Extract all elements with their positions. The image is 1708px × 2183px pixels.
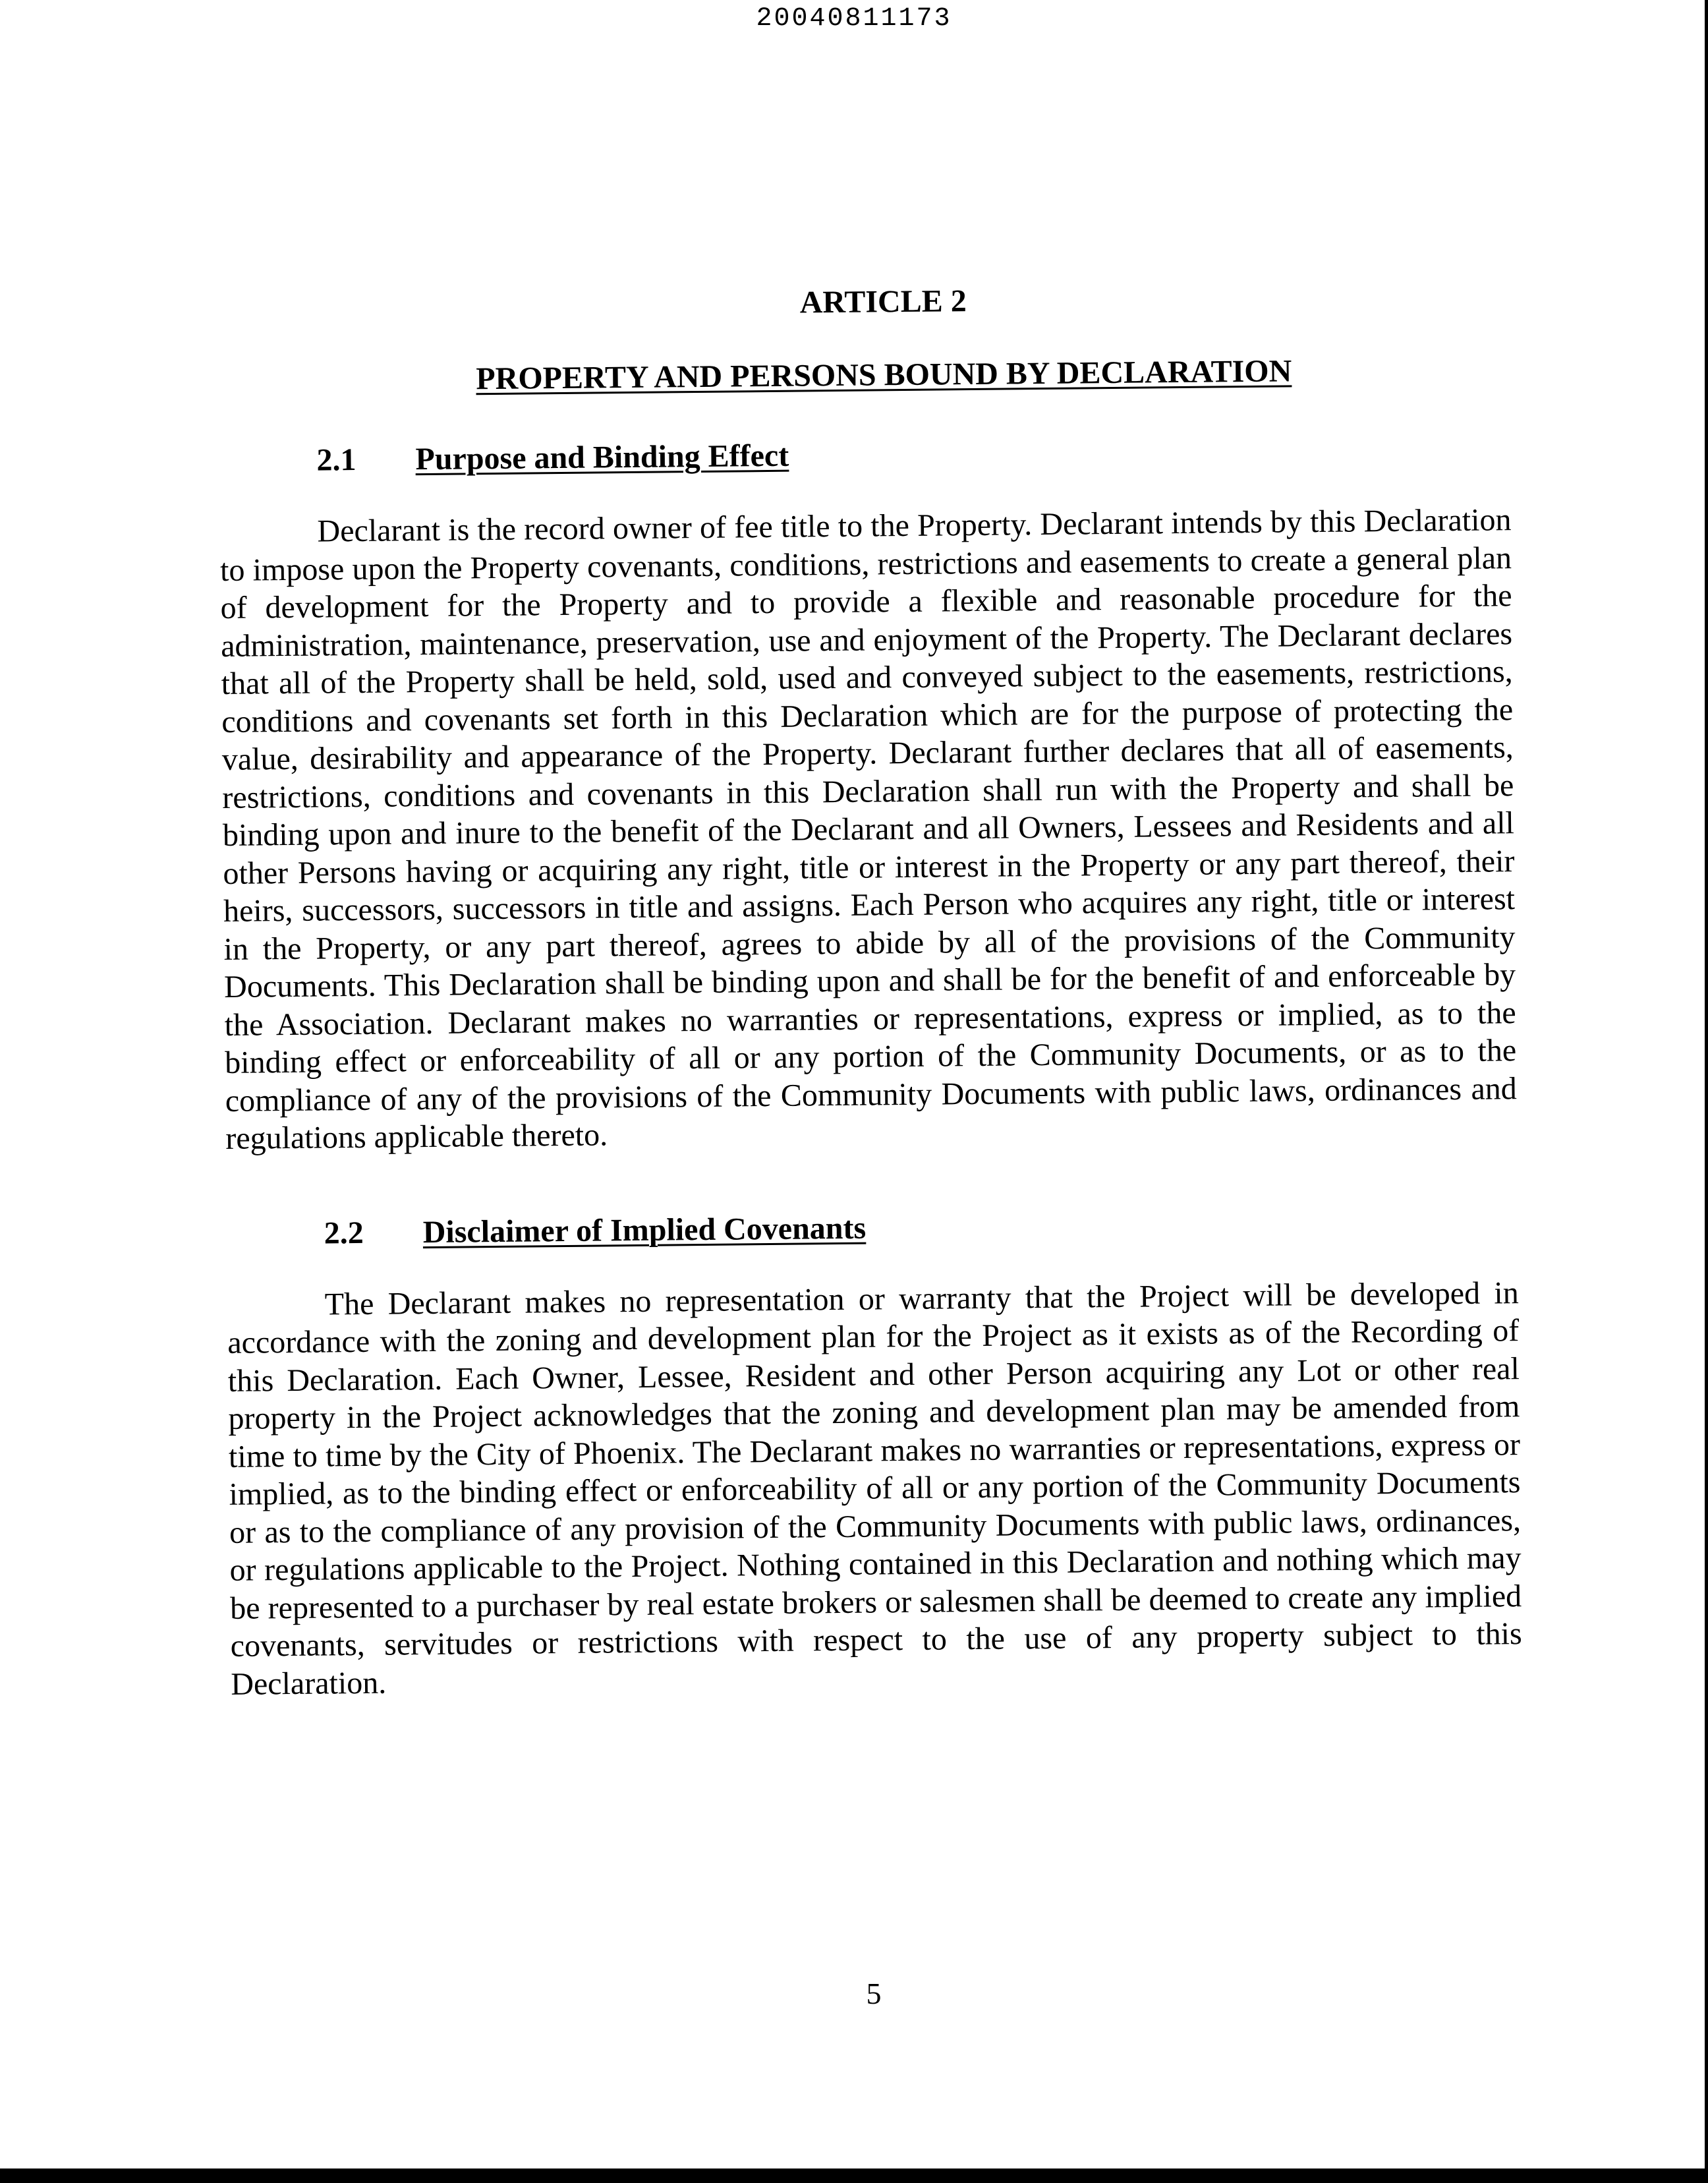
section-number: 2.2 <box>324 1215 364 1251</box>
recording-number-stamp: 20040811173 <box>756 4 952 34</box>
section-number: 2.1 <box>316 442 356 478</box>
section-body-2-2: The Declarant makes no representation or warranty that the Project will be developed in accordance with the zoning and development plan for the Project as it exists as of the Recording of this Declaration. Each Owner, Lessee, Resident and other Person acquiring any Lot or other real property in the Project acknowledges that the zoning and development plan may be amended from time to time by the City of Phoenix. The Declarant makes no warranties or representations, express or implied, as to the binding effect or enforceability of all or any portion of the Community Documents or as to the compliance of any provision of the Community Documents with public laws, ordinances, or regulations applicable to the Project. Nothing contained in this Declaration and nothing which may be represented to a purchaser by real estate brokers or salesmen shall be deemed to create any implied covenants, servitudes or restrictions with respect to the use of any property subject to this Declaration. <box>227 1275 1522 1702</box>
section-title: Purpose and Binding Effect <box>415 438 789 477</box>
document-page <box>217 277 1523 1761</box>
scan-edge-right <box>1705 0 1708 2183</box>
article-title <box>218 351 1510 399</box>
scan-edge-bottom <box>0 2168 1708 2183</box>
article-title-text: PROPERTY AND PERSONS BOUND BY DECLARATION <box>476 353 1292 397</box>
article-heading: ARTICLE 2 <box>799 283 967 320</box>
section-heading-2-2 <box>324 1204 1518 1251</box>
section-title: Disclaimer of Implied Covenants <box>422 1210 867 1250</box>
section-heading-2-1 <box>316 430 1510 478</box>
section-body-2-1: Declarant is the record owner of fee title to the Property. Declarant intends by this Declaration to impose upon the Property covenants, conditions, restrictions and easements to create a general plan of development for the Property and to provide a flexible and reasonable procedure for the administration, maintenance, preservation, use and enjoyment of the Property. The Declarant declares that all of the Property shall be held, sold, used and conveyed subject to the easements, restrictions, conditions and covenants set forth in this Declaration which are for the purpose of protecting the value, desirability and appearance of the Property. Declarant further declares that all of easements, restrictions, conditions and covenants in this Declaration shall run with the Property and shall be binding upon and inure to the benefit of the Declarant and all Owners, Lessees and Residents and all other Persons having or acquiring any right, title or interest in the Property or any part thereof, their heirs, successors, successors in title and assigns. Each Person who acquires any right, title or interest in the Property, or any part thereof, agrees to abide by all of the provisions of the Community Documents. This Declaration shall be binding upon and shall be for the benefit of and enforceable by the Association. Declarant makes no warranties or representations, express or implied, as to the binding effect or enforceability of all or any portion of the Community Documents, or as to the compliance of any of the provisions of the Community Documents with public laws, ordinances and regulations applicable thereto. <box>219 502 1517 1156</box>
page-number: 5 <box>866 1977 882 2010</box>
